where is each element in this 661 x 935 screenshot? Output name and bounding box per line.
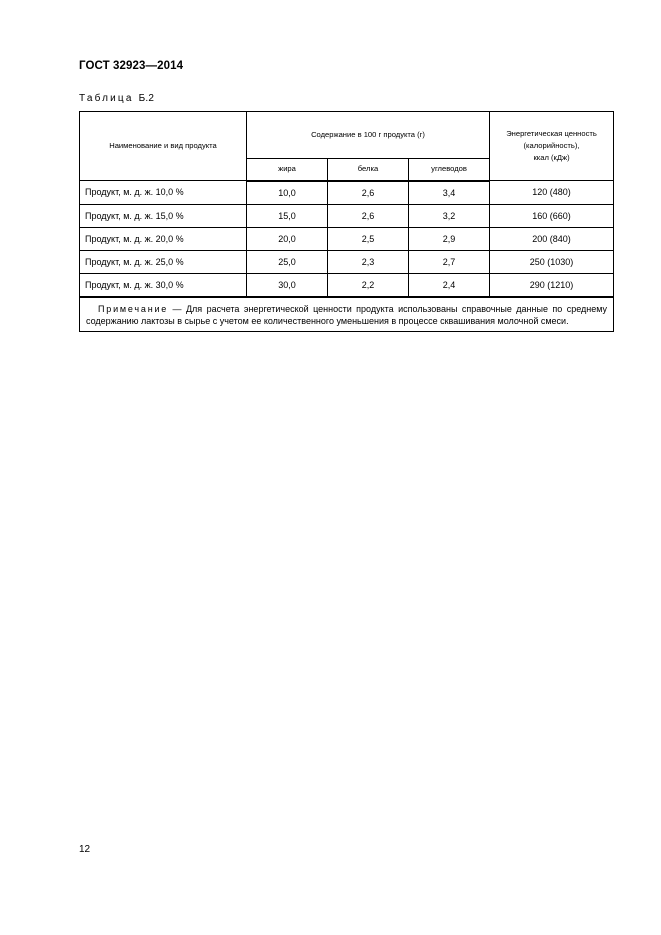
header-energy-line2: (калорийность), [523, 141, 580, 150]
cell-energy: 290 (1210) [490, 273, 614, 297]
cell-fat: 15,0 [247, 204, 328, 227]
table-note-body [80, 297, 614, 332]
cell-protein: 2,6 [328, 181, 409, 205]
cell-product-name: Продукт, м. д. ж. 25,0 % [80, 250, 247, 273]
header-energy-line1: Энергетическая ценность [506, 129, 597, 138]
cell-fat: 10,0 [247, 181, 328, 205]
header-energy [490, 112, 614, 181]
cell-product-name: Продукт, м. д. ж. 15,0 % [80, 204, 247, 227]
cell-energy: 160 (660) [490, 204, 614, 227]
nutrition-table [79, 111, 614, 332]
table-row [80, 204, 614, 227]
table-head [80, 112, 614, 181]
table-body [80, 181, 614, 297]
cell-energy: 250 (1030) [490, 250, 614, 273]
note-text: — Для расчета энергетической ценности продукта использованы справочные данные по среднему содержанию лактозы в сырье с учетом ее количественного уменьшения в процессе сквашивания молочной смеси. [86, 303, 608, 326]
cell-carbs: 2,7 [409, 250, 490, 273]
page-number: 12 [79, 844, 91, 855]
cell-fat: 30,0 [247, 273, 328, 297]
header-energy-line3: ккал (кДж) [533, 153, 570, 162]
table-caption-word: Таблица [79, 93, 134, 104]
cell-energy: 200 (840) [490, 227, 614, 250]
header-protein: белка [328, 159, 409, 181]
cell-carbs: 2,9 [409, 227, 490, 250]
table-row [80, 250, 614, 273]
cell-protein: 2,3 [328, 250, 409, 273]
cell-fat: 20,0 [247, 227, 328, 250]
table-row [80, 273, 614, 297]
cell-protein: 2,6 [328, 204, 409, 227]
cell-protein: 2,5 [328, 227, 409, 250]
table-caption-number: Б.2 [138, 93, 155, 104]
table-row [80, 181, 614, 205]
header-carbs: углеводов [409, 159, 490, 181]
header-product-name: Наименование и вид продукта [80, 112, 247, 181]
table-note [80, 297, 614, 332]
cell-product-name: Продукт, м. д. ж. 20,0 % [80, 227, 247, 250]
cell-carbs: 2,4 [409, 273, 490, 297]
cell-product-name: Продукт, м. д. ж. 30,0 % [80, 273, 247, 297]
document-title: ГОСТ 32923—2014 [79, 60, 184, 72]
cell-product-name: Продукт, м. д. ж. 10,0 % [80, 181, 247, 205]
header-row [80, 112, 614, 159]
header-content-group: Содержание в 100 г продукта (г) [247, 112, 490, 159]
cell-carbs: 3,2 [409, 204, 490, 227]
cell-fat: 25,0 [247, 250, 328, 273]
header-fat: жира [247, 159, 328, 181]
note-label: Примечание [98, 303, 169, 314]
cell-carbs: 3,4 [409, 181, 490, 205]
cell-energy: 120 (480) [490, 181, 614, 205]
table-row [80, 227, 614, 250]
cell-protein: 2,2 [328, 273, 409, 297]
table-caption [79, 93, 154, 104]
note-row [80, 297, 614, 332]
